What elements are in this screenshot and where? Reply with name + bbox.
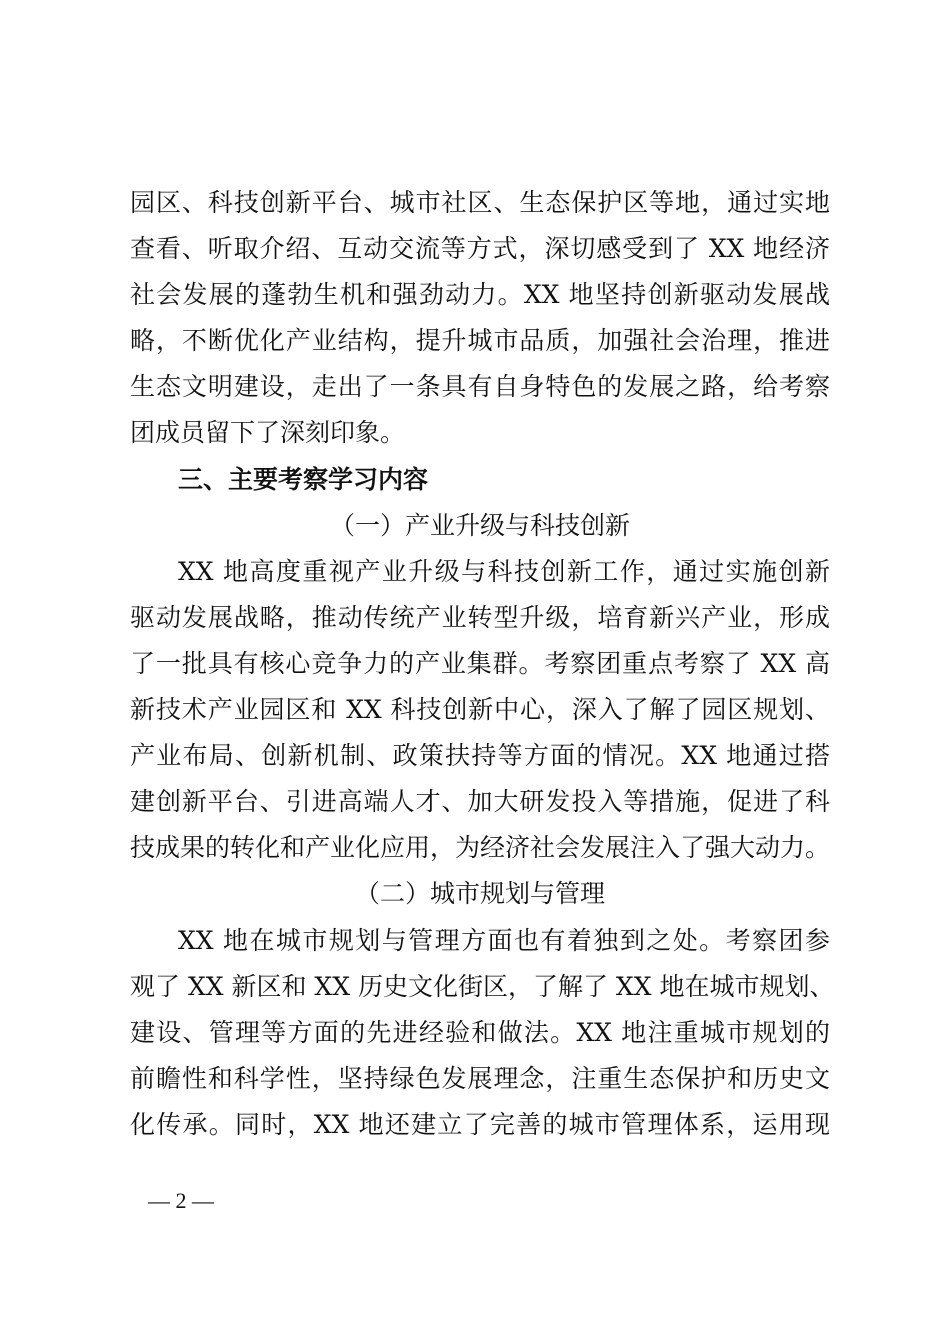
subheading-1: （一）产业升级与科技创新	[329, 511, 630, 540]
paragraph-1-line-3: 社会发展的蓬勃生机和强劲动力。XX 地坚持创新驱动发展战	[130, 280, 830, 309]
paragraph-3-line-4: 前瞻性和科学性，坚持绿色发展理念，注重生态保护和历史文	[130, 1064, 830, 1093]
paragraph-1-line-2: 查看、听取介绍、互动交流等方式，深切感受到了 XX 地经济	[130, 234, 830, 263]
paragraph-2-line-6: 建创新平台、引进高端人才、加大研发投入等措施，促进了科	[130, 787, 830, 816]
paragraph-1-line-4: 略，不断优化产业结构，提升城市品质，加强社会治理，推进	[130, 326, 830, 355]
paragraph-3-line-5: 化传承。同时，XX 地还建立了完善的城市管理体系，运用现	[130, 1110, 830, 1139]
paragraph-2-line-4: 新技术产业园区和 XX 科技创新中心，深入了解了园区规划、	[130, 695, 830, 724]
paragraph-1-line-5: 生态文明建设，走出了一条具有自身特色的发展之路，给考察	[130, 372, 830, 401]
paragraph-2-line-2: 驱动发展战略，推动传统产业转型升级，培育新兴产业，形成	[130, 603, 830, 632]
paragraph-2-line-3: 了一批具有核心竞争力的产业集群。考察团重点考察了 XX 高	[130, 649, 830, 678]
paragraph-2-line-5: 产业布局、创新机制、政策扶持等方面的情况。XX 地通过搭	[130, 741, 830, 770]
paragraph-2-line-1: XX 地高度重视产业升级与科技创新工作，通过实施创新	[178, 557, 830, 586]
page-number: — 2 —	[148, 1188, 214, 1213]
section-heading: 三、主要考察学习内容	[178, 465, 429, 494]
paragraph-3-line-1: XX 地在城市规划与管理方面也有着独到之处。考察团参	[178, 926, 830, 955]
paragraph-1-line-6: 团成员留下了深刻印象。	[130, 418, 406, 447]
paragraph-3-line-2: 观了 XX 新区和 XX 历史文化街区，了解了 XX 地在城市规划、	[130, 972, 835, 1001]
paragraph-3-line-3: 建设、管理等方面的先进经验和做法。XX 地注重城市规划的	[130, 1018, 830, 1047]
subheading-2: （二）城市规划与管理	[354, 879, 605, 908]
paragraph-1-line-1: 园区、科技创新平台、城市社区、生态保护区等地，通过实地	[130, 188, 830, 217]
paragraph-2-line-7: 技成果的转化和产业化应用，为经济社会发展注入了强大动力。	[130, 833, 831, 862]
